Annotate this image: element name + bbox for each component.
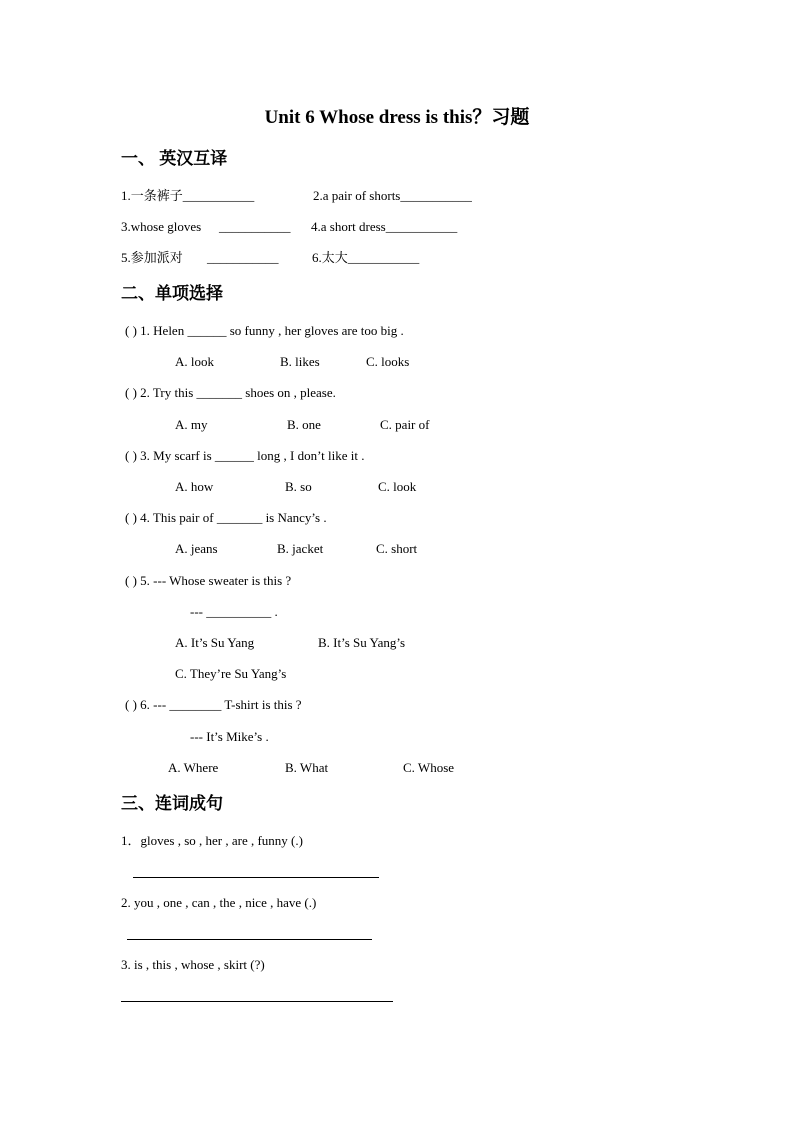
s1-item-3: 3.whose gloves — [121, 219, 202, 234]
s1-item-6: 6.太大___________ — [312, 250, 420, 265]
q6-option-c: C. Whose — [403, 760, 455, 775]
q2-option-c: C. pair of — [380, 417, 430, 432]
s1-item-4: 4.a short dress___________ — [311, 219, 458, 234]
q1-option-b: B. likes — [280, 354, 320, 369]
page-title: Unit 6 Whose dress is this？习题 — [264, 107, 530, 128]
q3-option-b: B. so — [285, 479, 312, 494]
answer-line-2 — [127, 939, 372, 940]
q2-stem: ( ) 2. Try this _______ shoes on , please. — [125, 385, 336, 400]
section3-heading: 三、连词成句 — [121, 794, 223, 813]
s1-item-5: 5.参加派对 — [121, 250, 183, 265]
s1-item-1: 1.一条裤子___________ — [121, 188, 255, 203]
answer-line-1 — [133, 877, 379, 878]
q3-option-a: A. how — [175, 479, 214, 494]
q1-stem: ( ) 1. Helen ______ so funny , her gloves are too big . — [125, 323, 404, 338]
q2-option-a: A. my — [175, 417, 208, 432]
q5-stem: ( ) 5. --- Whose sweater is this ? — [125, 573, 292, 588]
q6-answer: --- It’s Mike’s . — [190, 729, 269, 744]
q1-option-a: A. look — [175, 354, 214, 369]
q3-stem: ( ) 3. My scarf is ______ long , I don’t like it . — [125, 448, 365, 463]
q6-stem: ( ) 6. --- ________ T-shirt is this ? — [125, 697, 302, 712]
q5-option-c: C. They’re Su Yang’s — [175, 666, 287, 681]
q1-option-c: C. looks — [366, 354, 410, 369]
q3-option-c: C. look — [378, 479, 417, 494]
s3-item-2: 2. you , one , can , the , nice , have (.) — [121, 895, 317, 910]
q5-answer: --- __________ . — [190, 604, 278, 619]
answer-line-3 — [121, 1001, 393, 1002]
q2-option-b: B. one — [287, 417, 321, 432]
s3-item-1: 1．gloves , so , her , are , funny (.) — [121, 833, 303, 848]
q5-option-b: B. It’s Su Yang’s — [318, 635, 406, 650]
s3-item-3: 3. is , this , whose , skirt (?) — [121, 957, 265, 972]
q4-option-b: B. jacket — [277, 541, 324, 556]
s1-item-3-blank: ___________ — [219, 219, 291, 234]
q6-option-a: A. Where — [168, 760, 219, 775]
s1-item-5-blank: ___________ — [207, 250, 279, 265]
q5-option-a: A. It’s Su Yang — [175, 635, 255, 650]
section2-heading: 二、单项选择 — [121, 284, 223, 303]
s1-item-2: 2.a pair of shorts___________ — [313, 188, 472, 203]
section1-heading: 一、 英汉互译 — [121, 149, 228, 168]
q4-stem: ( ) 4. This pair of _______ is Nancy’s . — [125, 510, 327, 525]
q6-option-b: B. What — [285, 760, 329, 775]
q4-option-c: C. short — [376, 541, 418, 556]
q4-option-a: A. jeans — [175, 541, 218, 556]
